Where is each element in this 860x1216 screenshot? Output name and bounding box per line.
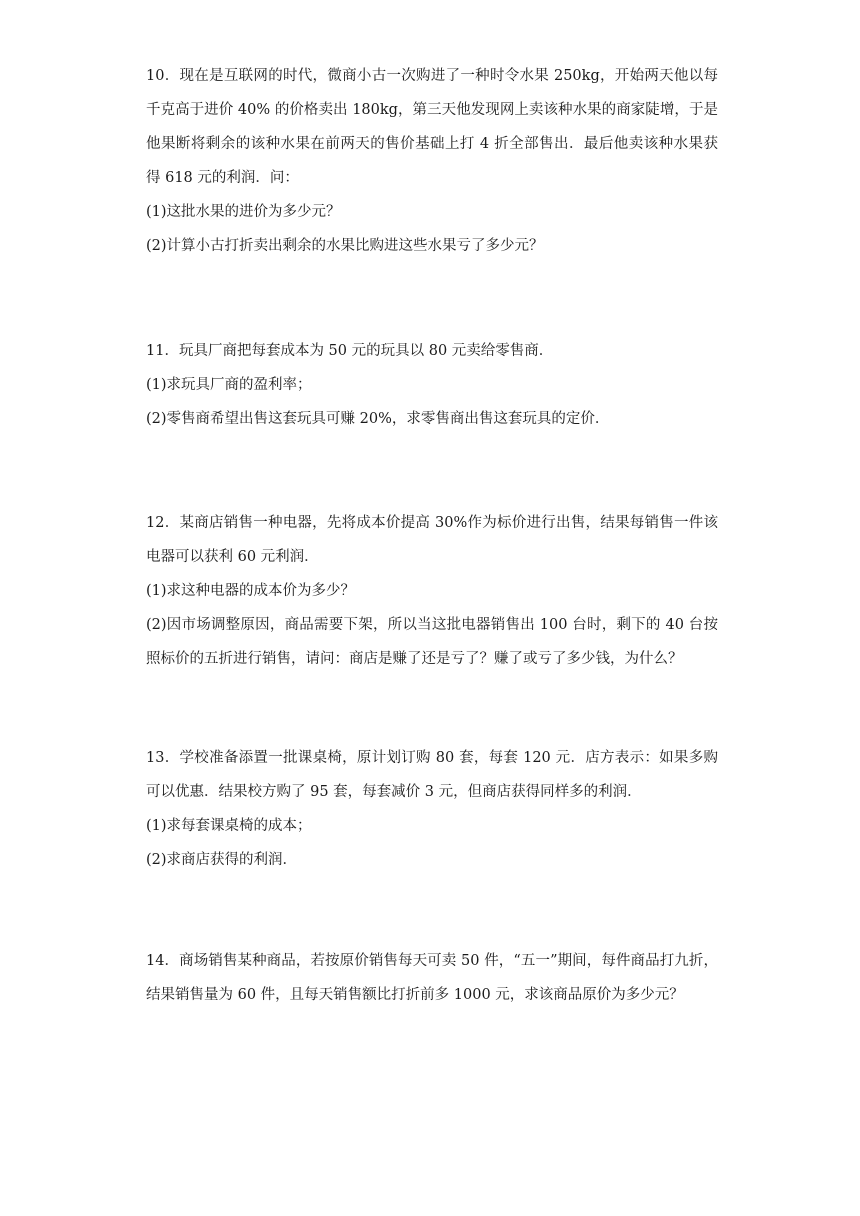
problem-10-stem-line-4: 得 618 元的利润．问： — [146, 170, 299, 186]
problem-11-stem-line-1: 11．玩具厂商把每套成本为 50 元的玩具以 80 元卖给零售商． — [146, 343, 554, 359]
problem-10-stem-line-2: 千克高于进价 40% 的价格卖出 180kg，第三天他发现网上卖该种水果的商家陡增，于是 — [146, 102, 718, 118]
problem-12 — [146, 512, 718, 670]
problem-10-question-1: (1)这批水果的进价为多少元？ — [146, 204, 341, 220]
problem-14 — [146, 950, 718, 1006]
problem-10-question-2: (2)计算小古打折卖出剩余的水果比购进这些水果亏了多少元？ — [146, 238, 544, 254]
problem-12-question-1: (1)求这种电器的成本价为多少？ — [146, 583, 356, 599]
problem-12-question-2-line-1: (2)因市场调整原因，商品需要下架，所以当这批电器销售出 100 台时，剩下的 40 台按 — [146, 617, 718, 633]
problem-12-stem-line-1: 12．某商店销售一种电器，先将成本价提高 30%作为标价进行出售，结果每销售一件该 — [146, 515, 718, 531]
problem-13-question-2: (2)求商店获得的利润． — [146, 852, 298, 868]
problem-10-stem-line-1: 10．现在是互联网的时代，微商小古一次购进了一种时令水果 250kg，开始两天他以每 — [146, 68, 718, 84]
problem-14-stem-line-2: 结果销售量为 60 件，且每天销售额比打折前多 1000 元，求该商品原价为多少元？ — [146, 987, 684, 1003]
problem-11-question-1: (1)求玩具厂商的盈利率； — [146, 377, 312, 393]
problem-13-stem-line-2: 可以优惠．结果校方购了 95 套，每套减价 3 元，但商店获得同样多的利润． — [146, 784, 642, 800]
problem-14-stem-line-1: 14．商场销售某种商品，若按原价销售每天可卖 50 件，“五一”期间，每件商品打九折， — [146, 953, 718, 969]
problem-10 — [146, 65, 718, 257]
problem-13 — [146, 747, 718, 871]
problem-13-question-1: (1)求每套课桌椅的成本； — [146, 818, 312, 834]
problem-11 — [146, 340, 718, 430]
problem-11-question-2: (2)零售商希望出售这套玩具可赚 20%，求零售商出售这套玩具的定价． — [146, 411, 610, 427]
problem-10-stem-line-3: 他果断将剩余的该种水果在前两天的售价基础上打 4 折全部售出．最后他卖该种水果获 — [146, 136, 718, 152]
problem-13-stem-line-1: 13．学校准备添置一批课桌椅，原计划订购 80 套，每套 120 元．店方表示：如果多购 — [146, 750, 718, 766]
problem-12-question-2-line-2: 照标价的五折进行销售，请问：商店是赚了还是亏了？赚了或亏了多少钱，为什么？ — [146, 651, 683, 667]
problem-12-stem-line-2: 电器可以获利 60 元利润． — [146, 549, 319, 565]
